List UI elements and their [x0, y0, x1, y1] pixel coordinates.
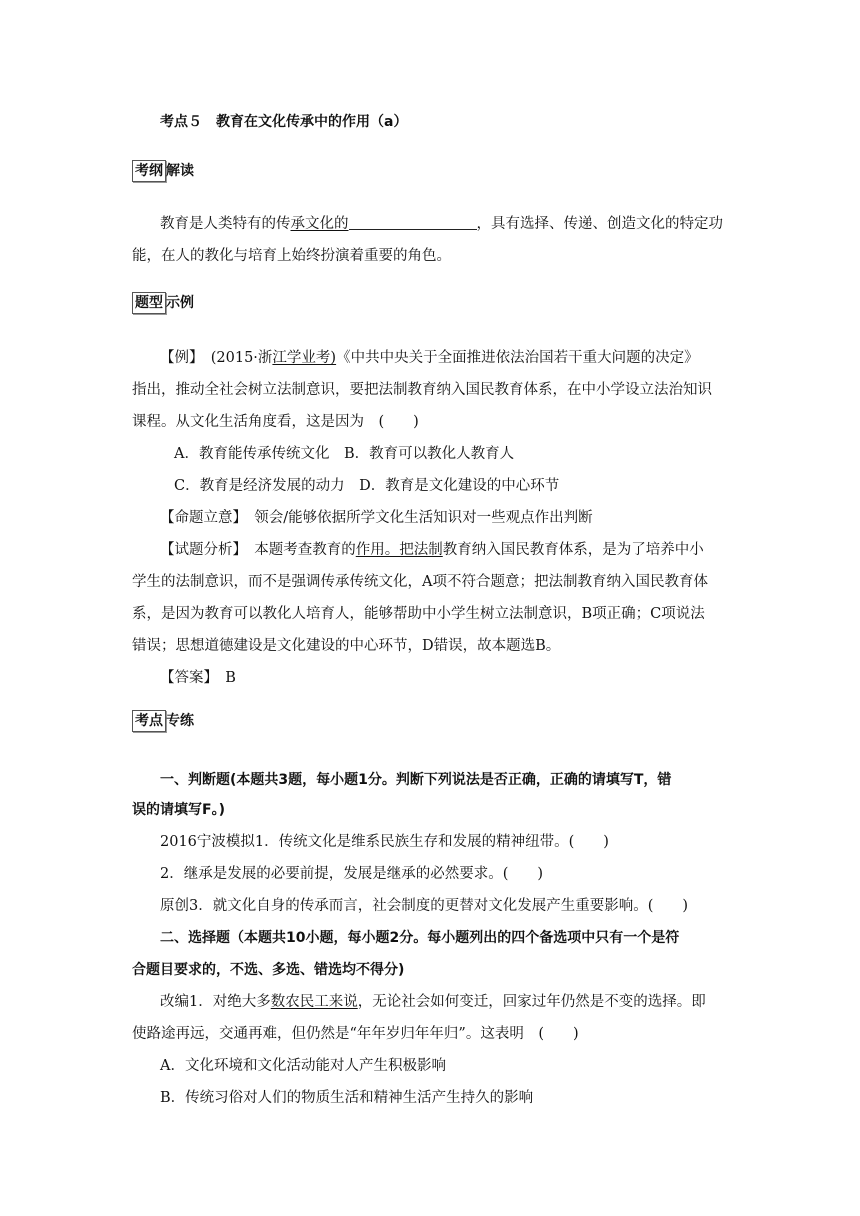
intro-line-1 [160, 214, 723, 234]
judge-heading-line-1: 一、判断题(本题共3题，每小题1分。判断下列说法是否正确，正确的请填写T，错 [160, 772, 672, 788]
judge-question-2: 2．继承是发展的必要前提，发展是继承的必然要求。( ) [160, 866, 544, 882]
analysis-line-3: 系，是因为教育可以教化人培育人，能够帮助中小学生树立法制意识，B项正确；C项说法 [132, 606, 705, 622]
judge-heading-line-2: 误的请填写F。) [132, 802, 225, 818]
underlined-text: 承文化的 [290, 216, 349, 232]
section-heading-practice [132, 710, 194, 732]
section-tag: 题型 [132, 292, 166, 314]
underlined-text: 数农民工来说 [270, 994, 358, 1010]
page-title: 考点５ 教育在文化传承中的作用（a） [160, 114, 408, 130]
fill-blank [349, 215, 477, 230]
section-heading-examples [132, 292, 194, 314]
section-heading-outline [132, 160, 194, 182]
choice-heading-line-2: 合题目要求的，不选、多选、错选均不得分) [132, 962, 405, 978]
example-line-2: 指出，推动全社会树立法制意识，要把法制教育纳入国民教育体系，在中小学设立法治知识 [132, 382, 712, 398]
section-tag: 考点 [132, 710, 166, 732]
analysis-line-2: 学生的法制意识，而不是强调传承传统文化，A项不符合题意；把法制教育纳入国民教育体 [132, 574, 708, 590]
example-intent: 【命题立意】 领会/能够依据所学文化生活知识对一些观点作出判断 [160, 510, 593, 526]
choice-option-a: A．文化环境和文化活动能对人产生积极影响 [160, 1058, 446, 1074]
text: 【例】 (2015·浙 [160, 350, 273, 366]
choice-heading-line-1: 二、选择题（本题共10小题，每小题2分。每小题列出的四个备选项中只有一个是符 [160, 930, 680, 946]
text: 【试题分析】 本题考查教育的 [160, 542, 356, 558]
example-options-cd: C．教育是经济发展的动力 D．教育是文化建设的中心环节 [174, 478, 560, 494]
underlined-text: 作用。把法制 [355, 542, 443, 558]
choice-question-1-line-1 [160, 992, 706, 1012]
example-line-1 [160, 348, 699, 368]
example-options-ab: A．教育能传承传统文化 B．教育可以教化人教育人 [174, 446, 515, 462]
choice-option-b: B．传统习俗对人们的物质生活和精神生活产生持久的影响 [160, 1090, 534, 1106]
section-label: 解读 [166, 163, 194, 179]
section-label: 专练 [166, 713, 194, 729]
section-label: 示例 [166, 295, 194, 311]
analysis-line-4: 错误；思想道德建设是文化建设的中心环节，D错误，故本题选B。 [132, 638, 561, 654]
underlined-text: 江学业考) [272, 350, 337, 366]
text: ，具有选择、传递、创造文化的特定功 [476, 216, 723, 232]
intro-line-2: 能，在人的教化与培育上始终扮演着重要的角色。 [132, 248, 451, 264]
text: 教育是人类特有的传 [160, 216, 291, 232]
judge-question-1: 2016宁波模拟1．传统文化是维系民族生存和发展的精神纽带。( ) [160, 834, 609, 850]
judge-question-3: 原创3．就文化自身的传承而言，社会制度的更替对文化发展产生重要影响。( ) [160, 898, 689, 914]
analysis-line-1 [160, 540, 704, 560]
example-answer: 【答案】 B [160, 670, 236, 686]
example-line-3: 课程。从文化生活角度看，这是因为 ( ) [132, 414, 419, 430]
choice-question-1-line-2: 使路途再远，交通再难，但仍然是“年年岁归年年归”。这表明 ( ) [132, 1026, 579, 1042]
section-tag: 考纲 [132, 160, 166, 182]
text: 教育纳入国民教育体系，是为了培养中小 [442, 542, 704, 558]
text: ，无论社会如何变迁，回家过年仍然是不变的选择。即 [357, 994, 706, 1010]
text: 改编1．对绝大多 [160, 994, 271, 1010]
text: 《中共中央关于全面推进依法治国若干重大问题的决定》 [336, 350, 699, 366]
